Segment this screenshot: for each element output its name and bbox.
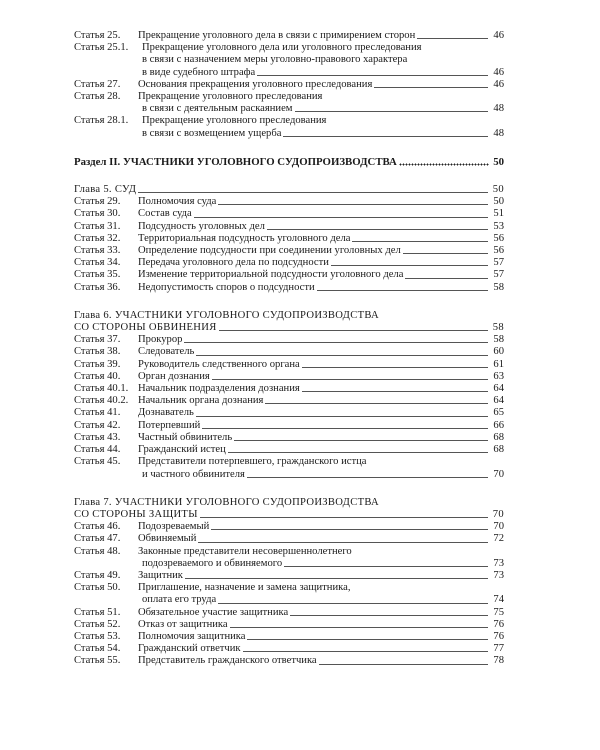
section-heading	[74, 156, 504, 168]
toc-entry	[74, 221, 504, 233]
toc-entry	[74, 233, 504, 245]
page-number: 70	[492, 508, 504, 520]
page-number: 46	[493, 30, 504, 41]
page-number: 64	[493, 383, 504, 395]
article-number: Статья 48.	[74, 545, 121, 557]
article-number: Статья 36.	[74, 281, 121, 293]
page-number: 57	[493, 257, 504, 269]
article-title-line: и частного обвинителя	[142, 468, 245, 480]
toc-entry	[74, 444, 504, 456]
article-number: Статья 28.1.	[74, 115, 129, 127]
page-number: 72	[493, 533, 504, 545]
article-number: Статья 32.	[74, 232, 121, 244]
article-number: Статья 50.	[74, 582, 121, 594]
toc-entry	[74, 346, 504, 358]
article-number: Статья 31.	[74, 220, 121, 232]
toc-entry	[74, 655, 504, 667]
toc-entry	[74, 359, 504, 371]
article-title-line: Представители потерпевшего, гражданского истца	[138, 456, 367, 468]
article-number: Статья 29.	[74, 196, 121, 208]
chapter-title-line: Глава 7. УЧАСТНИКИ УГОЛОВНОГО СУДОПРОИЗВОДСТВА	[74, 496, 379, 508]
toc-entry-article-28	[74, 91, 504, 115]
page-number: 46	[493, 66, 504, 78]
toc-entry-article-45	[74, 456, 504, 480]
page-number: 70	[493, 521, 504, 533]
page-number: 74	[493, 594, 504, 606]
page-number: 50	[493, 196, 504, 208]
article-number: Статья 40.1.	[74, 383, 129, 395]
article-title: Гражданский истец	[138, 444, 226, 456]
article-title: Полномочия защитника	[138, 630, 246, 642]
article-title-line: Приглашение, назначение и замена защитника,	[138, 582, 351, 594]
page-number: 57	[493, 269, 504, 281]
article-title-line: в связи с назначением меры уголовно-правового характера	[142, 54, 408, 66]
article-title: Руководитель следственного органа	[138, 358, 300, 370]
toc-entry	[74, 533, 504, 545]
toc-entry	[74, 269, 504, 281]
page-number: 56	[493, 245, 504, 257]
toc-entry	[74, 383, 504, 395]
chapter-title-line: СО СТОРОНЫ ОБВИНЕНИЯ	[74, 322, 217, 334]
article-title: Передача уголовного дела по подсудности	[138, 257, 329, 269]
page-number: 51	[493, 208, 504, 220]
toc-entry	[74, 282, 504, 294]
toc-entry-article-28-1	[74, 115, 504, 139]
article-number: Статья 42.	[74, 419, 121, 431]
article-title: Начальник органа дознания	[138, 395, 264, 407]
article-number: Статья 52.	[74, 618, 121, 630]
chapter-title-line: СО СТОРОНЫ ЗАЩИТЫ	[74, 508, 198, 520]
article-number: Статья 28.	[74, 91, 121, 103]
page-number: 68	[493, 444, 504, 456]
page-number: 68	[493, 431, 504, 443]
page-number: 50	[493, 155, 504, 168]
article-number: Статья 25.1.	[74, 42, 129, 54]
article-title: Определение подсудности при соединении уголовных дел	[138, 245, 401, 257]
toc-entry-article-27	[74, 79, 504, 91]
toc-entry-article-25	[74, 30, 504, 42]
page-number: 46	[493, 78, 504, 90]
toc-entry-article-50	[74, 582, 504, 606]
chapter-heading	[74, 497, 504, 521]
article-number: Статья 40.2.	[74, 395, 129, 407]
article-title: Отказ от защитника	[138, 618, 228, 630]
page-number: 73	[493, 569, 504, 581]
toc-entry	[74, 521, 504, 533]
article-title: Полномочия суда	[138, 196, 217, 208]
article-number: Статья 35.	[74, 269, 121, 281]
toc-entry-article-49	[74, 570, 504, 582]
page-number: 75	[493, 606, 504, 618]
toc-entry	[74, 395, 504, 407]
page-number: 76	[493, 630, 504, 642]
page-number: 48	[493, 127, 504, 139]
article-number: Статья 34.	[74, 257, 121, 269]
toc-entry	[74, 371, 504, 383]
page-number: 65	[493, 407, 504, 419]
article-title: Защитник	[138, 569, 183, 581]
page-number: 78	[493, 655, 504, 667]
article-title: Изменение территориальной подсудности уголовного дела	[138, 269, 404, 281]
article-title-line: оплата его труда	[142, 594, 217, 606]
page-number: 56	[493, 232, 504, 244]
page-number: 48	[493, 103, 504, 115]
toc-entry-article-48	[74, 546, 504, 570]
page-number: 64	[493, 395, 504, 407]
toc-entry-article-25-1	[74, 42, 504, 79]
article-number: Статья 44.	[74, 444, 121, 456]
article-number: Статья 49.	[74, 569, 121, 581]
toc-entry	[74, 334, 504, 346]
page-number: 53	[493, 220, 504, 232]
page-number: 77	[493, 643, 504, 655]
article-title: Обвиняемый	[138, 533, 197, 545]
article-title: Основания прекращения уголовного преследования	[138, 78, 373, 90]
article-title-line: Прекращение уголовного преследования	[142, 115, 327, 127]
article-title-line: подозреваемого и обвиняемого	[142, 557, 283, 569]
article-number: Статья 39.	[74, 358, 121, 370]
article-title-line: в связи с возмещением ущерба	[142, 127, 282, 139]
article-number: Статья 55.	[74, 655, 121, 667]
article-number: Статья 30.	[74, 208, 121, 220]
page-number: 58	[493, 334, 504, 346]
article-title: Гражданский ответчик	[138, 643, 241, 655]
article-title-line: Прекращение уголовного дела или уголовного преследования	[142, 42, 422, 54]
page-number: 50	[492, 184, 504, 196]
article-number: Статья 41.	[74, 407, 121, 419]
toc-entry	[74, 607, 504, 619]
article-number: Статья 54.	[74, 643, 121, 655]
article-title: Прекращение уголовного дела в связи с примирением сторон	[138, 30, 416, 41]
toc-entry	[74, 420, 504, 432]
page-number: 70	[493, 468, 504, 480]
page-number: 76	[493, 618, 504, 630]
page-number: 58	[492, 322, 504, 334]
article-number: Статья 51.	[74, 606, 121, 618]
page-number: 66	[493, 419, 504, 431]
toc-entry	[74, 631, 504, 643]
article-title: Начальник подразделения дознания	[138, 383, 300, 395]
article-title-line: Законные представители несовершеннолетнего	[138, 545, 352, 557]
article-title: Обязательное участие защитника	[138, 606, 289, 618]
chapter-heading	[74, 310, 504, 334]
article-number: Статья 33.	[74, 245, 121, 257]
toc-entry	[74, 245, 504, 257]
article-title: Частный обвинитель	[138, 431, 233, 443]
toc-entry	[74, 196, 504, 208]
toc-entry	[74, 407, 504, 419]
article-number: Статья 38.	[74, 346, 121, 358]
page-number: 60	[493, 346, 504, 358]
section-title: Раздел II. УЧАСТНИКИ УГОЛОВНОГО СУДОПРОИЗВОДСТВА	[74, 155, 397, 168]
article-title: Орган дознания	[138, 370, 210, 382]
article-title-line: Прекращение уголовного преследования	[138, 91, 323, 103]
toc-entry	[74, 643, 504, 655]
article-number: Статья 45.	[74, 456, 121, 468]
article-title: Подозреваемый	[138, 521, 210, 533]
toc-entry	[74, 208, 504, 220]
article-number: Статья 46.	[74, 521, 121, 533]
toc-entry	[74, 432, 504, 444]
toc-entry	[74, 619, 504, 631]
article-title: Недопустимость споров о подсудности	[138, 281, 315, 293]
article-number: Статья 37.	[74, 334, 121, 346]
page-number: 73	[493, 557, 504, 569]
article-title: Территориальная подсудность уголовного дела	[138, 232, 351, 244]
page-number: 58	[493, 281, 504, 293]
article-number: Статья 25.	[74, 30, 121, 41]
table-of-contents	[74, 30, 504, 668]
article-number: Статья 47.	[74, 533, 121, 545]
article-number: Статья 43.	[74, 431, 121, 443]
page-number: 63	[493, 370, 504, 382]
article-title: Прокурор	[138, 334, 183, 346]
page-number: 61	[493, 358, 504, 370]
article-title-line: в виде судебного штрафа	[142, 66, 256, 78]
article-title: Подсудность уголовных дел	[138, 220, 265, 232]
article-title: Следователь	[138, 346, 195, 358]
article-title: Состав суда	[138, 208, 192, 220]
article-title: Дознаватель	[138, 407, 194, 419]
article-title: Потерпевший	[138, 419, 201, 431]
chapter-heading	[74, 184, 504, 196]
chapter-title: Глава 5. СУД	[74, 184, 137, 196]
article-number: Статья 27.	[74, 78, 121, 90]
article-title: Представитель гражданского ответчика	[138, 655, 317, 667]
article-number: Статья 40.	[74, 370, 121, 382]
article-number: Статья 53.	[74, 630, 121, 642]
toc-entry	[74, 257, 504, 269]
chapter-title-line: Глава 6. УЧАСТНИКИ УГОЛОВНОГО СУДОПРОИЗВОДСТВА	[74, 309, 379, 321]
article-title-line: в связи с деятельным раскаянием	[142, 103, 293, 115]
